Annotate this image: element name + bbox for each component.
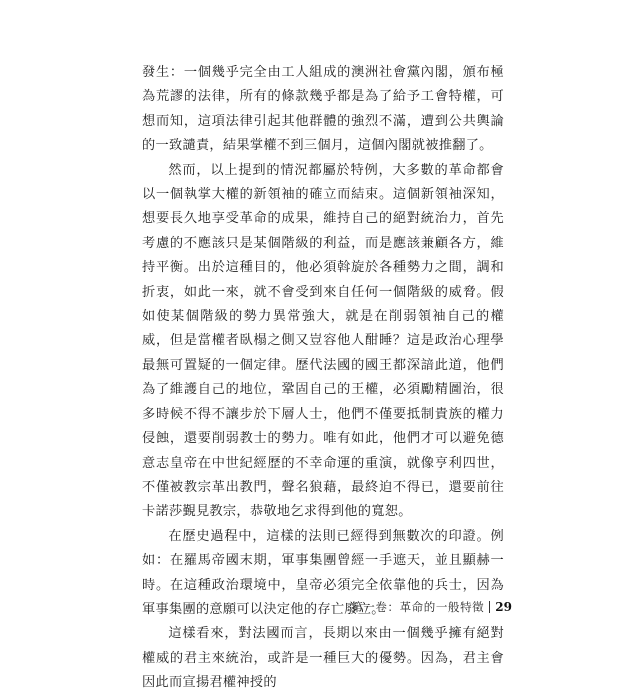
page-number: 29 <box>495 600 512 614</box>
paragraph-2: 然而，以上提到的情況都屬於特例，大多數的革命都會以一個執掌大權的新領袖的確立而結束。這個新領袖深知，想要長久地享受革命的成果，維持自己的絕對統治力，首先考慮的不應該只是某個階級的利益，而是應該兼顧各方，維持平衡。出於這種目的，他必須斡旋於各種勢力之間，調和折衷，如此一來，就不會受到來自任何一個階級的威脅。假如使某個階級的勢力異常強大，就是在削弱領袖自己的權威，但是當權者臥榻之側又豈容他人酣睡？這是政治心理學最無可置疑的一個定律。歷代法國的國王都深諳此道，他們為了維護自己的地位，鞏固自己的王權，必須勵精圖治，很多時候不得不讓步於下層人士，他們不僅要抵制貴族的權力侵蝕，還要削弱教士的勢力。唯有如此，他們才可以避免德意志皇帝在中世紀經歷的不幸命運的重演，就像亨利四世，不僅被教宗革出教門，聲名狼藉，最終迫不得已，還要前往卡諾莎覲見教宗，恭敬地乞求得到他的寬恕。 <box>142 162 504 520</box>
paragraph-4: 這樣看來，對法國而言，長期以來由一個幾乎擁有絕對權威的君主來統治，或許是一種巨大的優勢。因為，君主會因此而宣揚君權神授的 <box>142 626 504 691</box>
paragraph-1: 發生：一個幾乎完全由工人組成的澳洲社會黨內閣，頒布極為荒謬的法律，所有的條款幾乎都是為了給予工會特權，可想而知，這項法律引起其他群體的強烈不滿，遭到公共輿論的一致譴責，結果掌權不到三個月，這個內閣就被推翻了。 <box>142 65 504 154</box>
running-footer-title: 第一卷：革命的一般特徵 <box>351 600 485 614</box>
page-footer <box>351 599 512 615</box>
footer-divider <box>489 601 490 613</box>
paragraph-3: 在歷史過程中，這樣的法則已經得到無數次的印證。例如：在羅馬帝國末期，軍事集團曾經一手遮天，並且顯赫一時。在這種政治環境中，皇帝必須完全依靠他的兵士，因為軍事集團的意願可以決定他的存亡廢立。 <box>142 528 504 617</box>
